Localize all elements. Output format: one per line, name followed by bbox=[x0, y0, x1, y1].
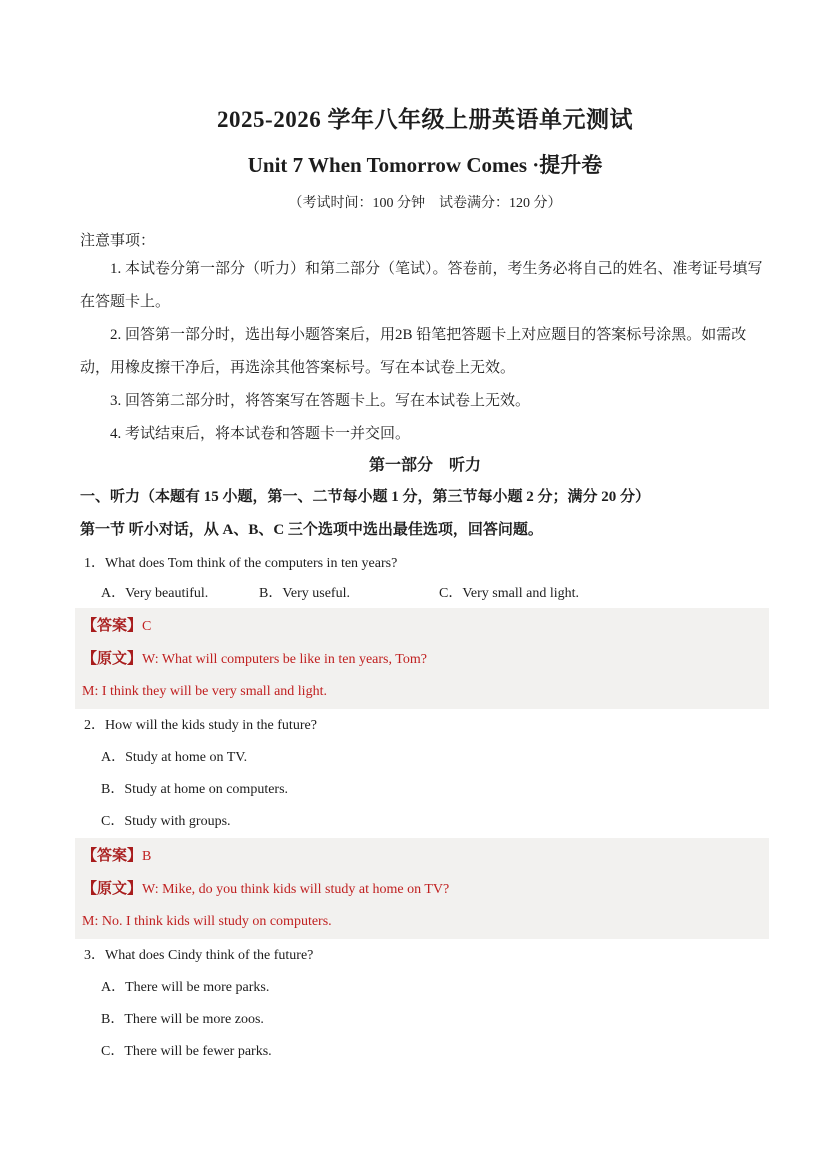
question-3-option-c: C．There will be fewer parks. bbox=[101, 1044, 272, 1059]
answer-label: 【答案】 bbox=[82, 618, 143, 634]
question-1-transcript-line-1 bbox=[82, 643, 769, 676]
exam-info: （考试时间：100 分钟 试卷满分：120 分） bbox=[288, 196, 562, 211]
question-2-text: 2．How will the kids study in the future? bbox=[84, 718, 317, 733]
transcript-label: 【原文】 bbox=[82, 651, 143, 667]
question-1-text: 1．What does Tom think of the computers in ten years? bbox=[84, 556, 398, 571]
question-1 bbox=[80, 547, 770, 709]
part-one-heading: 第一部分 听力 bbox=[368, 457, 481, 474]
question-1-option-c: C．Very small and light. bbox=[439, 586, 579, 601]
question-2-answer-block bbox=[75, 838, 769, 939]
notices-heading: 注意事项： bbox=[80, 233, 156, 249]
question-2-answer: B bbox=[142, 849, 152, 864]
notice-item-4: 4. 考试结束后，将本试卷和答题卡一并交回。 bbox=[110, 426, 411, 442]
question-1-option-a: A．Very beautiful. bbox=[101, 586, 209, 601]
question-1-transcript-line-2: M: I think they will be very small and light. bbox=[82, 684, 327, 699]
notice-item-3: 3. 回答第二部分时，将答案写在答题卡上。写在本试卷上无效。 bbox=[110, 393, 531, 409]
question-3-text: 3．What does Cindy think of the future? bbox=[84, 948, 314, 963]
question-1-answer-block bbox=[75, 608, 769, 709]
question-3 bbox=[80, 939, 770, 1068]
question-2-option-a: A．Study at home on TV. bbox=[101, 750, 248, 765]
listening-section-heading: 一、听力（本题有 15 小题，第一、二节每小题 1 分，第三节每小题 2 分；满分 20 分） bbox=[80, 489, 651, 505]
question-1-option-b: B．Very useful. bbox=[259, 586, 350, 601]
question-2-option-c: C．Study with groups. bbox=[101, 814, 231, 829]
question-1-answer: C bbox=[142, 619, 152, 634]
notice-item-2: 2. 回答第一部分时，选出每小题答案后，用2B 铅笔把答题卡上对应题目的答案标号涂黑。如需改动，用橡皮擦干净后，再选涂其他答案标号。写在本试卷上无效。 bbox=[80, 327, 747, 376]
listening-subsection-heading: 第一节 听小对话，从 A、B、C 三个选项中选出最佳选项，回答问题。 bbox=[80, 522, 543, 538]
question-2-transcript-line-1 bbox=[82, 873, 769, 906]
question-2-transcript-line-2: M: No. I think kids will study on computers. bbox=[82, 914, 332, 929]
question-2-option-b: B．Study at home on computers. bbox=[101, 782, 289, 797]
question-3-option-b: B．There will be more zoos. bbox=[101, 1012, 264, 1027]
question-3-option-a: A．There will be more parks. bbox=[101, 980, 270, 995]
transcript-label: 【原文】 bbox=[82, 881, 143, 897]
question-2-transcript-1: W: Mike, do you think kids will study at home on TV? bbox=[142, 882, 450, 897]
question-1-options bbox=[80, 580, 770, 608]
question-1-transcript-1: W: What will computers be like in ten years, Tom? bbox=[142, 652, 427, 667]
doc-title: 2025-2026 学年八年级上册英语单元测试 bbox=[217, 107, 633, 132]
question-1-answer-line bbox=[82, 610, 769, 643]
question-2-answer-line bbox=[82, 840, 769, 873]
question-2 bbox=[80, 709, 770, 939]
doc-subtitle: Unit 7 When Tomorrow Comes ·提升卷 bbox=[247, 153, 603, 177]
answer-label: 【答案】 bbox=[82, 848, 143, 864]
notice-item-1: 1. 本试卷分第一部分（听力）和第二部分（笔试）。答卷前，考生务必将自己的姓名、准考证号填写在答题卡上。 bbox=[80, 261, 763, 310]
